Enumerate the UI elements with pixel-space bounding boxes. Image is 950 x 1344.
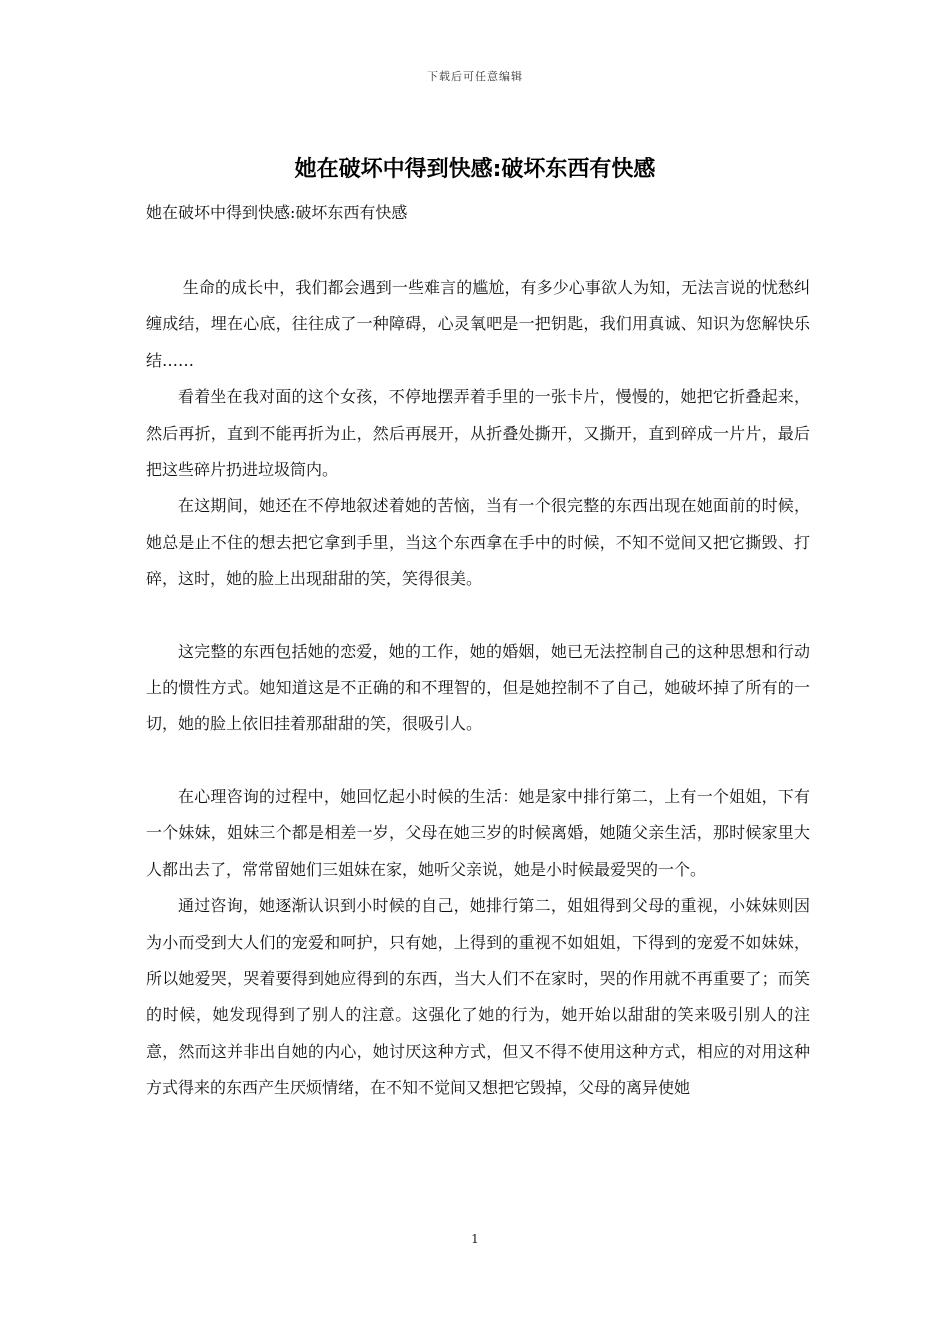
paragraph: 在这期间，她还在不停地叙述着她的苦恼，当有一个很完整的东西出现在她面前的时候，她总是止不住的想去把它拿到手里，当这个东西拿在手中的时候，不知不觉间又把它撕毁、打碎，这时，她的脸上出现甜甜的笑，笑得很美。 [146,496,810,589]
page-number: 1 [471,1232,479,1246]
paragraph: 看着坐在我对面的这个女孩，不停地摆弄着手里的一张卡片，慢慢的，她把它折叠起来，然后再折，直到不能再折为止，然后再展开，从折叠处撕开，又撕开，直到碎成一片片，最后把这些碎片扔进垃圾筒内。 [146,387,810,480]
paragraph: 在心理咨询的过程中，她回忆起小时候的生活：她是家中排行第二，上有一个姐姐，下有一个妹妹，姐妹三个都是相差一岁，父母在她三岁的时候离婚，她随父亲生活，那时候家里大人都出去了，常常留她们三姐妹在家，她听父亲说，她是小时候最爱哭的一个。 [146,786,810,879]
paragraph: 生命的成长中，我们都会遇到一些难言的尴尬，有多少心事欲人为知，无法言说的忧愁纠缠成结，埋在心底，往往成了一种障碍，心灵氧吧是一把钥匙，我们用真诚、知识为您解快乐结…… [146,278,810,370]
header-note: 下载后可任意编辑 [427,70,523,83]
paragraph: 这完整的东西包括她的恋爱，她的工作，她的婚姻，她已无法控制自己的这种思想和行动上的惯性方式。她知道这是不正确的和不理智的，但是她控制不了自己，她破坏掉了所有的一切，她的脸上依旧挂着那甜甜的笑，很吸引人。 [146,641,810,734]
document-body [146,270,810,1107]
document-subtitle: 她在破坏中得到快感:破坏东西有快感 [146,203,408,222]
document-title: 她在破坏中得到快感:破坏东西有快感 [294,157,656,182]
paragraph: 通过咨询，她逐渐认识到小时候的自己，她排行第二，姐姐得到父母的重视，小妹妹则因为小而受到大人们的宠爱和呵护，只有她，上得到的重视不如姐姐，下得到的宠爱不如妹妹，所以她爱哭，哭着要得到她应得到的东西，当大人们不在家时，哭的作用就不再重要了；而笑的时候，她发现得到了别人的注意。这强化了她的行为，她开始以甜甜的笑来吸引别人的注意，然而这并非出自她的内心，她讨厌这种方式，但又不得不使用这种方式，相应的对用这种方式得来的东西产生厌烦情绪，在不知不觉间又想把它毁掉，父母的离异使她 [146,896,810,1098]
